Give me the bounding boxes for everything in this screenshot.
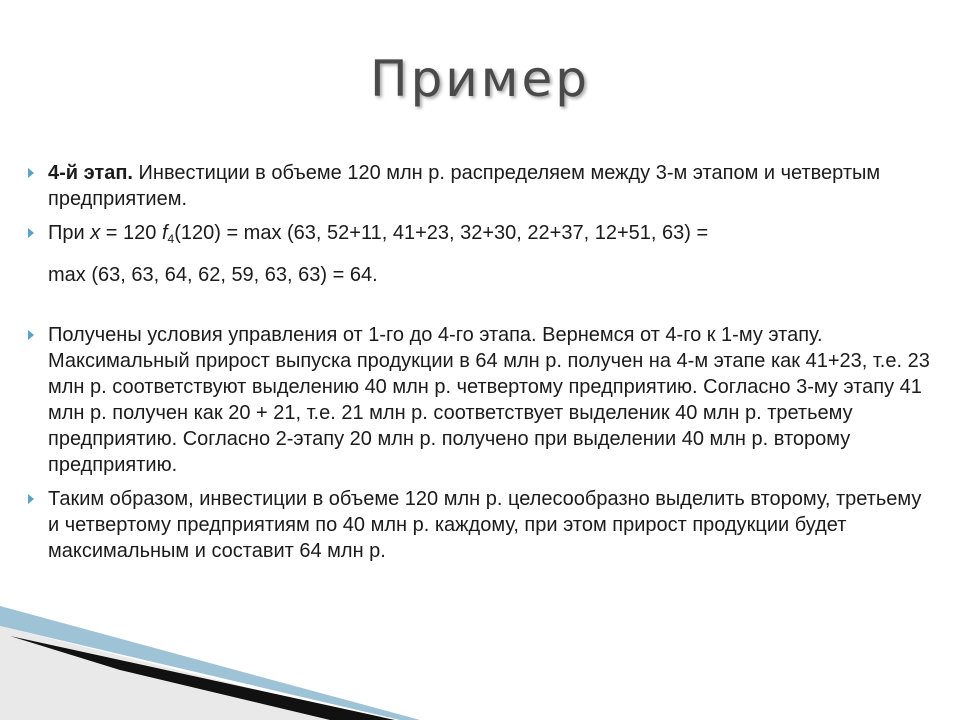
bullet-item-conclusion xyxy=(26,486,936,564)
formula-subscript: 4 xyxy=(167,232,175,246)
formula-function: f xyxy=(161,222,168,244)
bullet-arrow-icon xyxy=(28,168,34,178)
formula-result: max (63, 63, 64, 62, 59, 63, 63) = 64. xyxy=(48,264,378,286)
bullet-arrow-icon xyxy=(28,330,34,340)
bullet-item-stage4 xyxy=(26,160,936,212)
slide-title: Пример xyxy=(369,50,591,108)
bullet-item-conditions xyxy=(26,322,936,478)
bullet-arrow-icon xyxy=(28,494,34,504)
formula-rest: (120) = max (63, 52+11, 41+23, 32+30, 22+37, 12+51, 63) = xyxy=(174,222,709,244)
bullet-item-formula xyxy=(26,220,936,288)
stage-text: Инвестиции в объеме 120 млн р. распределяем между 3-м этапом и четвертым предприятием. xyxy=(48,162,881,210)
formula-variable: x xyxy=(90,222,101,244)
corner-swoosh-decoration xyxy=(0,600,420,720)
formula-prefix: При xyxy=(48,222,91,244)
conclusion-text: Таким образом, инвестиции в объеме 120 млн р. целесообразно выделить второму, третьему и четвертому предприятиям по 40 млн р. каждому, при этом прирост продукции будет максимальным и составит 64 млн р. xyxy=(48,488,922,562)
stage-label: 4-й этап. xyxy=(48,162,133,184)
slide-content xyxy=(26,160,936,564)
conditions-text: Получены условия управления от 1-го до 4-го этапа. Вернемся от 4-го к 1-му этапу. Максимальный прирост выпуска продукции в 64 млн р. получен на 4-м этапе как 41+23, т.е. 23 млн р. соответствуют выделению 40 млн р. четвертому предприятию. Согласно 3-му этапу 41 млн р. получен как 20 + 21, т.е. 21 млн р. соответствует выделеник 40 млн р. третьему предприятию. Согласно 2-этапу 20 млн р. получено при выделении 40 млн р. второму предприятию. xyxy=(48,324,930,476)
bullet-arrow-icon xyxy=(28,228,34,238)
formula-mid: = 120 xyxy=(100,222,162,244)
